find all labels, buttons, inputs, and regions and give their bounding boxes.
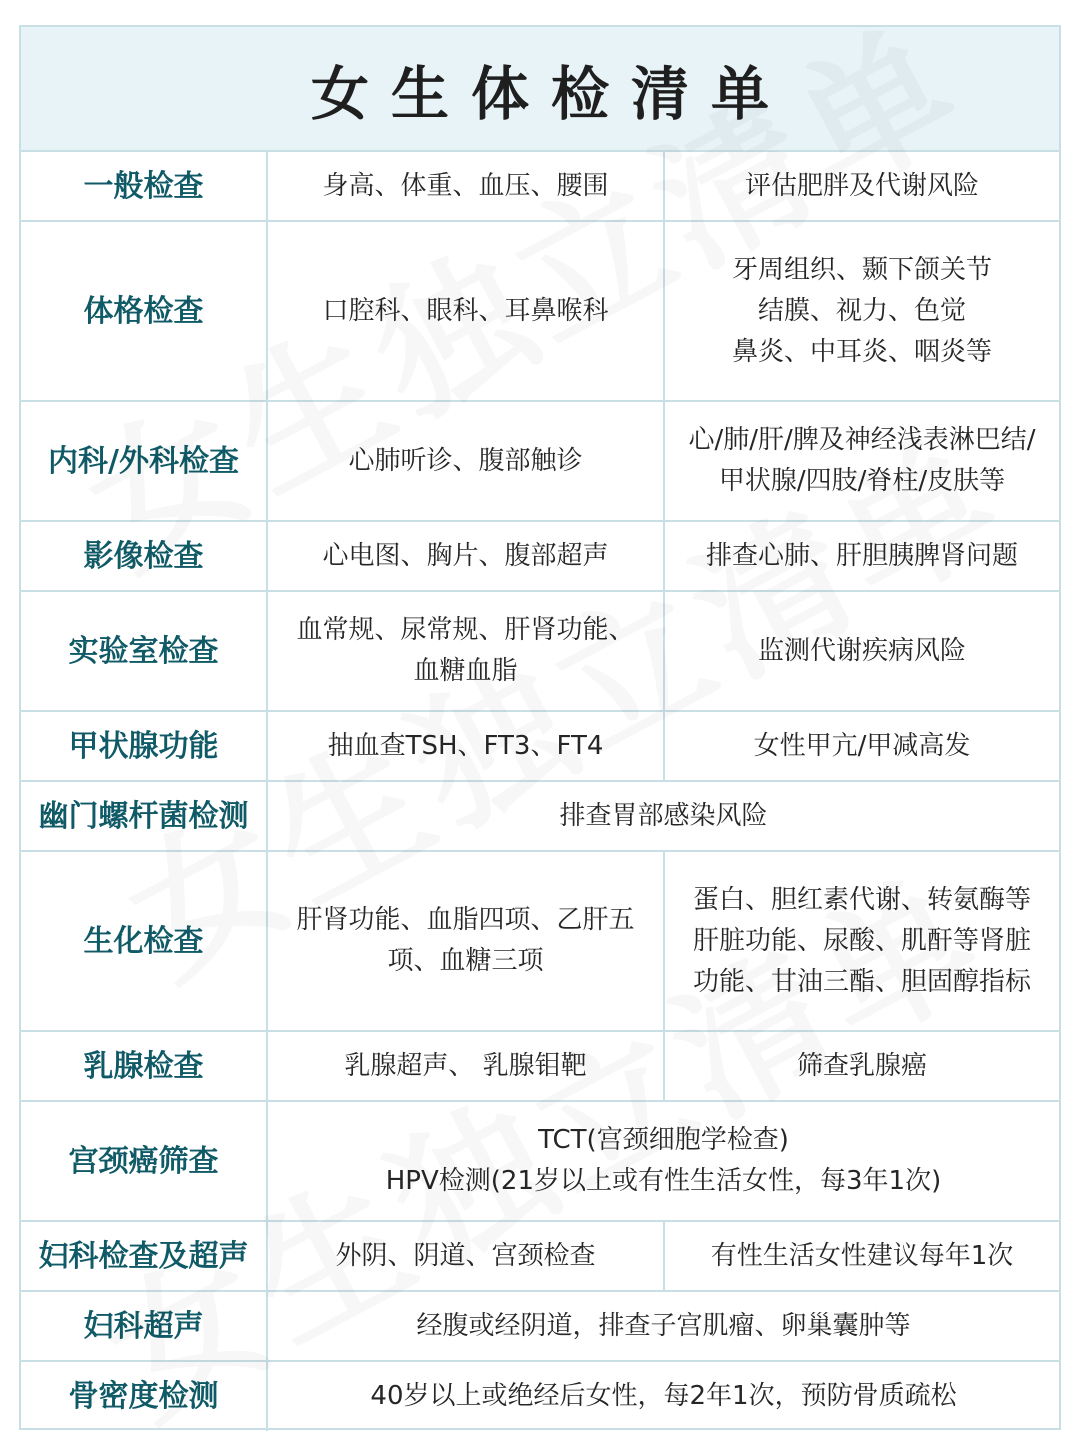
- category-cell: 影像检查: [21, 521, 267, 591]
- table-row: [21, 591, 1059, 711]
- category-cell: 乳腺检查: [21, 1031, 267, 1101]
- notes-cell: [664, 851, 1059, 1031]
- notes-cell-line: 功能、甘油三酯、胆固醇指标: [692, 966, 1031, 997]
- table-row: [21, 1221, 1059, 1291]
- category-cell: 甲状腺功能: [21, 711, 267, 781]
- table-row: [21, 221, 1059, 401]
- merged-cell: [267, 781, 1059, 851]
- notes-cell-line: 结膜、视力、色觉: [757, 295, 966, 326]
- table-row: [21, 1361, 1059, 1431]
- notes-cell: [664, 221, 1059, 401]
- category-cell: 幽门螺杆菌检测: [21, 781, 267, 851]
- items-cell-line: 乳腺超声、 乳腺钼靶: [344, 1050, 587, 1081]
- table-row: [21, 401, 1059, 521]
- items-cell-line: 口腔科、眼科、耳鼻喉科: [322, 295, 609, 326]
- checklist-table: [21, 152, 1059, 1431]
- notes-cell-line: 女性甲亢/甲减高发: [753, 730, 971, 761]
- merged-cell-line: 排查胃部感染风险: [559, 800, 768, 831]
- notes-cell-line: 排查心肺、肝胆胰脾肾问题: [705, 540, 1018, 571]
- notes-cell-line: 有性生活女性建议每年1次: [710, 1240, 1014, 1271]
- notes-cell: [664, 1221, 1059, 1291]
- notes-cell: [664, 711, 1059, 781]
- merged-cell: [267, 1291, 1059, 1361]
- merged-cell-line: HPV检测(21岁以上或有性生活女性，每3年1次): [385, 1166, 942, 1196]
- items-cell-line: 项、血糖三项: [387, 946, 544, 976]
- category-cell: 妇科检查及超声: [21, 1221, 267, 1291]
- items-cell-line: 抽血查TSH、FT3、FT4: [327, 730, 604, 761]
- items-cell-line: 心肺听诊、腹部触诊: [348, 445, 583, 476]
- table-row: [21, 152, 1059, 221]
- table-row: [21, 851, 1059, 1031]
- items-cell: [267, 1221, 664, 1291]
- merged-cell-line: 经腹或经阴道，排查子宫肌瘤、卵巢囊肿等: [416, 1310, 911, 1341]
- table-row: [21, 781, 1059, 851]
- notes-cell-line: 心/肺/肝/脾及神经浅表淋巴结/: [688, 425, 1036, 455]
- items-cell-line: 身高、体重、血压、腰围: [322, 170, 609, 201]
- items-cell-line: 外阴、阴道、宫颈检查: [335, 1240, 596, 1271]
- notes-cell: [664, 152, 1059, 221]
- table-row: [21, 1291, 1059, 1361]
- notes-cell-line: 评估肥胖及代谢风险: [744, 170, 979, 201]
- category-cell: 宫颈癌筛查: [21, 1101, 267, 1221]
- items-cell: [267, 221, 664, 401]
- notes-cell-line: 监测代谢疾病风险: [757, 635, 966, 666]
- table-row: [21, 1031, 1059, 1101]
- title-bar: [21, 27, 1059, 152]
- category-cell: 体格检查: [21, 221, 267, 401]
- checklist-sheet: [19, 25, 1061, 1430]
- items-cell: [267, 591, 664, 711]
- table-row: [21, 521, 1059, 591]
- table-row: [21, 711, 1059, 781]
- notes-cell-line: 肝脏功能、尿酸、肌酐等肾脏: [692, 925, 1031, 956]
- items-cell: [267, 711, 664, 781]
- items-cell: [267, 851, 664, 1031]
- items-cell-line: 血糖血脂: [413, 656, 518, 686]
- items-cell-line: 血常规、尿常规、肝肾功能、: [296, 615, 635, 645]
- items-cell-line: 肝肾功能、血脂四项、乙肝五: [296, 905, 635, 935]
- merged-cell: [267, 1361, 1059, 1431]
- items-cell: [267, 401, 664, 521]
- notes-cell-line: 甲状腺/四肢/脊柱/皮肤等: [718, 466, 1006, 496]
- category-cell: 骨密度检测: [21, 1361, 267, 1431]
- category-cell: 一般检查: [21, 152, 267, 221]
- notes-cell: [664, 1031, 1059, 1101]
- notes-cell-line: 牙周组织、颞下颌关节: [731, 254, 992, 285]
- category-cell: 实验室检查: [21, 591, 267, 711]
- items-cell: [267, 521, 664, 591]
- notes-cell-line: 筛查乳腺癌: [796, 1050, 927, 1081]
- notes-cell: [664, 521, 1059, 591]
- items-cell: [267, 152, 664, 221]
- table-row: [21, 1101, 1059, 1221]
- merged-cell-line: 40岁以上或绝经后女性，每2年1次，预防骨质疏松: [370, 1381, 957, 1411]
- notes-cell-line: 鼻炎、中耳炎、咽炎等: [731, 336, 992, 367]
- notes-cell: [664, 591, 1059, 711]
- items-cell: [267, 1031, 664, 1101]
- merged-cell-line: TCT(宫颈细胞学检查): [538, 1125, 789, 1155]
- items-cell-line: 心电图、胸片、腹部超声: [322, 540, 609, 571]
- notes-cell: [664, 401, 1059, 521]
- category-cell: 内科/外科检查: [21, 401, 267, 521]
- category-cell: 妇科超声: [21, 1291, 267, 1361]
- category-cell: 生化检查: [21, 851, 267, 1031]
- page-title: 女生体检清单: [310, 59, 791, 128]
- notes-cell-line: 蛋白、胆红素代谢、转氨酶等: [692, 884, 1031, 915]
- merged-cell: [267, 1101, 1059, 1221]
